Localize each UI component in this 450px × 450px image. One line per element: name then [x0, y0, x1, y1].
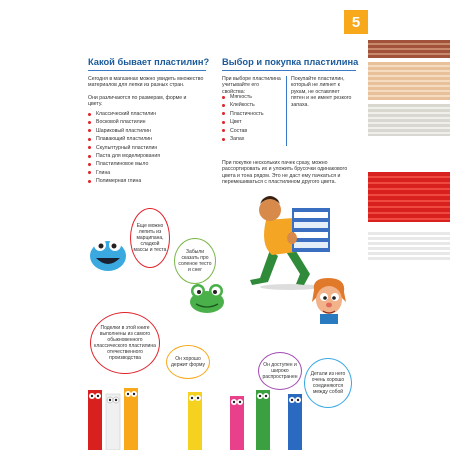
speech-bubble-salt-dough: Забыли сказать про соленое тесто и снег — [174, 238, 216, 284]
right-heading: Выбор и покупка пластилина — [222, 57, 359, 67]
list-item: Полимерная глина — [88, 177, 204, 185]
left-intro-2: Они различаются по размерам, форме и цвету. — [88, 95, 187, 108]
list-item: Мягкость — [222, 93, 282, 101]
right-intro: При выборе пластилина учитывайте его свойства: — [222, 76, 281, 95]
list-item: Состав — [222, 127, 282, 135]
blue-monster-illustration — [88, 236, 128, 272]
speech-bubble-marzipan: Еще можно лепить из марципана, сладкой массы и теста — [130, 208, 170, 268]
stick-white — [106, 394, 120, 450]
speech-bubble-domestic: Поделки в этой книге выполнены из самого обыкновенного классического пластилина отечественного производства — [90, 312, 160, 374]
list-item: Клейкость — [222, 101, 282, 109]
list-item: Запах — [222, 135, 282, 143]
side-note-divider — [286, 76, 287, 146]
green-frog-illustration — [188, 282, 226, 314]
stick-pink — [230, 396, 244, 450]
list-item: Скульптурный пластилин — [88, 144, 204, 152]
stick-blue — [288, 394, 302, 450]
stick-green — [256, 390, 270, 450]
red-hair-character-illustration — [308, 276, 350, 326]
left-heading: Какой бывает пластилин? — [88, 57, 210, 67]
list-item: Паста для моделирования — [88, 152, 204, 160]
side-note: Покупайте пластилин, который не липнет к рукам, не оставляет пятен и не имеет резкого запаха. — [291, 76, 352, 108]
list-item: Пластичность — [222, 110, 282, 118]
plasticine-types-list — [88, 110, 204, 186]
plasticine-sticks-illustration — [80, 380, 340, 450]
speech-bubble-available: Он доступен и широко распространен — [258, 352, 302, 390]
page-number: 5 — [344, 10, 368, 34]
speech-bubble-joins-well: Детали из него очень хорошо соединяются между собой — [304, 358, 352, 408]
list-item: Цвет — [222, 118, 282, 126]
list-item: Классический пластилин — [88, 110, 204, 118]
list-item: Глина — [88, 169, 204, 177]
properties-list — [222, 93, 282, 143]
left-heading-rule — [88, 70, 206, 71]
stick-red — [88, 390, 102, 450]
list-item: Шариковый пластилин — [88, 127, 204, 135]
list-item: Восковой пластилин — [88, 118, 204, 126]
speech-bubble-holds-shape: Он хорошо держит форму — [166, 345, 210, 379]
list-item: Пластилиновое мыло — [88, 160, 204, 168]
list-item: Плавающий пластилин — [88, 135, 204, 143]
sorting-paragraph: При покупке нескольких пачек сразу, можно рассортировать их и уложить брусочки одинакового цвета и тона рядом. Это не даст ему пачкаться и перемешиваться с пластилином другого цвета. — [222, 160, 348, 186]
man-carrying-boxes-illustration — [230, 190, 340, 290]
stick-yellow — [188, 392, 202, 450]
stick-orange — [124, 388, 138, 450]
right-heading-rule — [222, 70, 356, 71]
left-intro: Сегодня в магазинах можно увидеть множество материалов для лепки из разных стран. — [88, 76, 204, 89]
